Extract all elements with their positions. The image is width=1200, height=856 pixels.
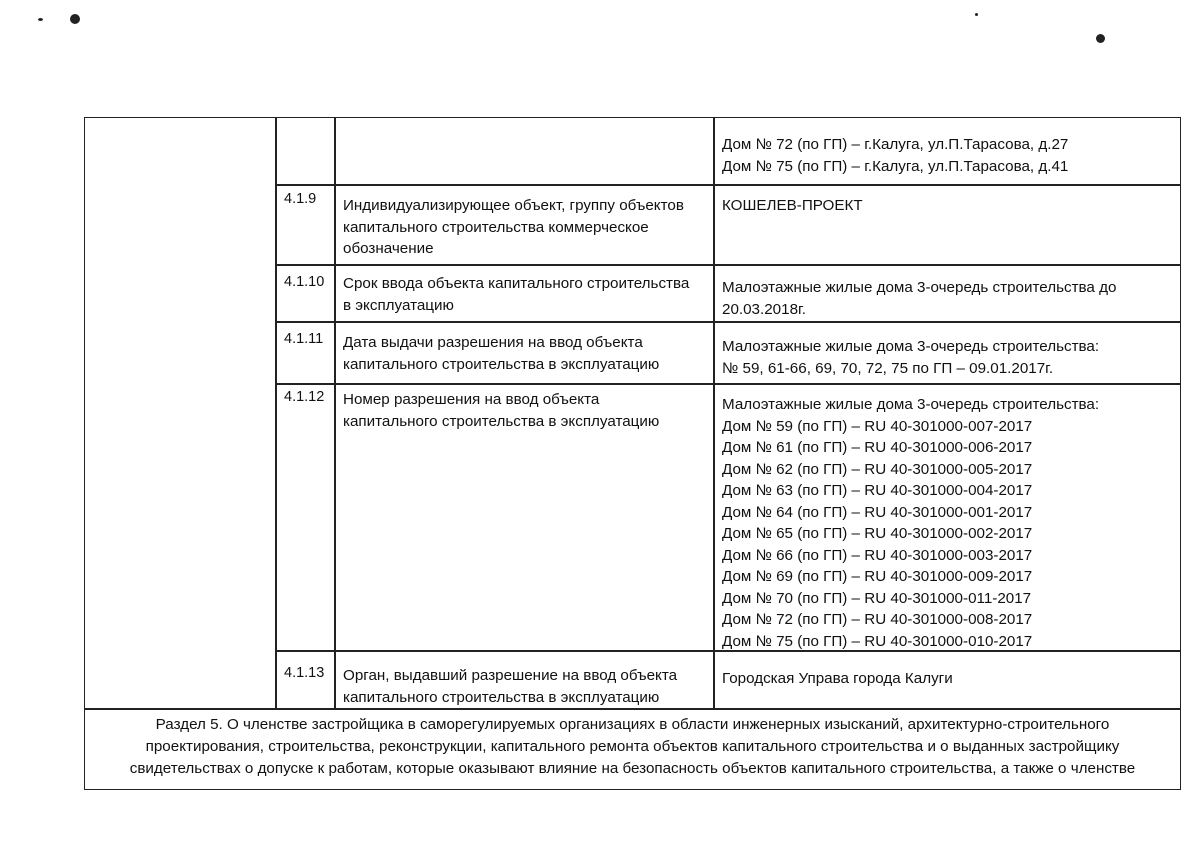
row-1-number: 4.1.9 <box>284 191 317 207</box>
row-4-number: 4.1.12 <box>284 389 325 405</box>
scan-speck <box>70 14 80 24</box>
col-divider <box>334 118 336 709</box>
row-0-value: Дом № 72 (по ГП) – г.Калуга, ул.П.Тарасова, д.27 Дом № 75 (по ГП) – г.Калуга, ул.П.Тарасова, д.41 <box>722 136 1069 175</box>
document-table <box>84 117 1181 790</box>
col-divider <box>275 118 277 709</box>
scan-speck <box>38 18 43 21</box>
row-5-number: 4.1.13 <box>284 665 325 681</box>
row-5-label: Орган, выдавший разрешение на ввод объекта капитального строительства в эксплуатацию <box>343 667 678 706</box>
section-divider <box>85 708 1180 710</box>
row-1-value: КОШЕЛЕВ-ПРОЕКТ <box>722 197 863 214</box>
scan-speck <box>1096 34 1105 43</box>
row-4-label: Номер разрешения на ввод объекта капитального строительства в эксплуатацию <box>343 391 660 430</box>
row-divider <box>275 264 1180 266</box>
section-5-heading: Раздел 5. О членстве застройщика в саморегулируемых организациях в области инженерных изысканий, архитектурно-строительного проектирования, строительства, реконструкции, капитального ремонта объектов капитального строительства и о выданных застройщику свидетельствах о допуске к работам, которые оказывают влияние на безопасность объектов капитального строительства, а также о членстве <box>129 716 1136 777</box>
scan-speck <box>975 13 978 16</box>
row-5-value: Городская Управа города Калуги <box>722 670 953 687</box>
row-3-number: 4.1.11 <box>284 331 324 347</box>
col-divider <box>713 118 715 709</box>
row-4-value: Малоэтажные жилые дома 3-очередь строительства: Дом № 59 (по ГП) – RU 40-301000-007-2017 Дом № 61 (по ГП) – RU 40-301000-006-2017 Дом № 62 (по ГП) – RU 40-301000-005-2017 Дом № 63 (по ГП) – RU 40-301000-004-2017 Дом № 64 (по ГП) – RU 40-301000-001-2017 Дом № 65 (по ГП) – RU 40-301000-002-2017 Дом № 66 (по ГП) – RU 40-301000-003-2017 Дом № 69 (по ГП) – RU 40-301000-009-2017 Дом № 70 (по ГП) – RU 40-301000-011-2017 Дом № 72 (по ГП) – RU 40-301000-008-2017 Дом № 75 (по ГП) – RU 40-301000-010-2017 <box>722 396 1100 650</box>
row-divider <box>275 184 1180 186</box>
row-3-label: Дата выдачи разрешения на ввод объекта капитального строительства в эксплуатацию <box>343 334 660 373</box>
row-divider <box>275 383 1180 385</box>
row-2-label: Срок ввода объекта капитального строительства в эксплуатацию <box>343 275 690 314</box>
row-2-number: 4.1.10 <box>284 274 325 290</box>
row-2-value: Малоэтажные жилые дома 3-очередь строительства до 20.03.2018г. <box>722 279 1117 318</box>
row-1-label: Индивидуализирующее объект, группу объектов капитального строительства коммерческое обозначение <box>343 197 684 257</box>
row-divider <box>275 321 1180 323</box>
row-3-value: Малоэтажные жилые дома 3-очередь строительства: № 59, 61-66, 69, 70, 72, 75 по ГП – 09.01.2017г. <box>722 338 1100 377</box>
